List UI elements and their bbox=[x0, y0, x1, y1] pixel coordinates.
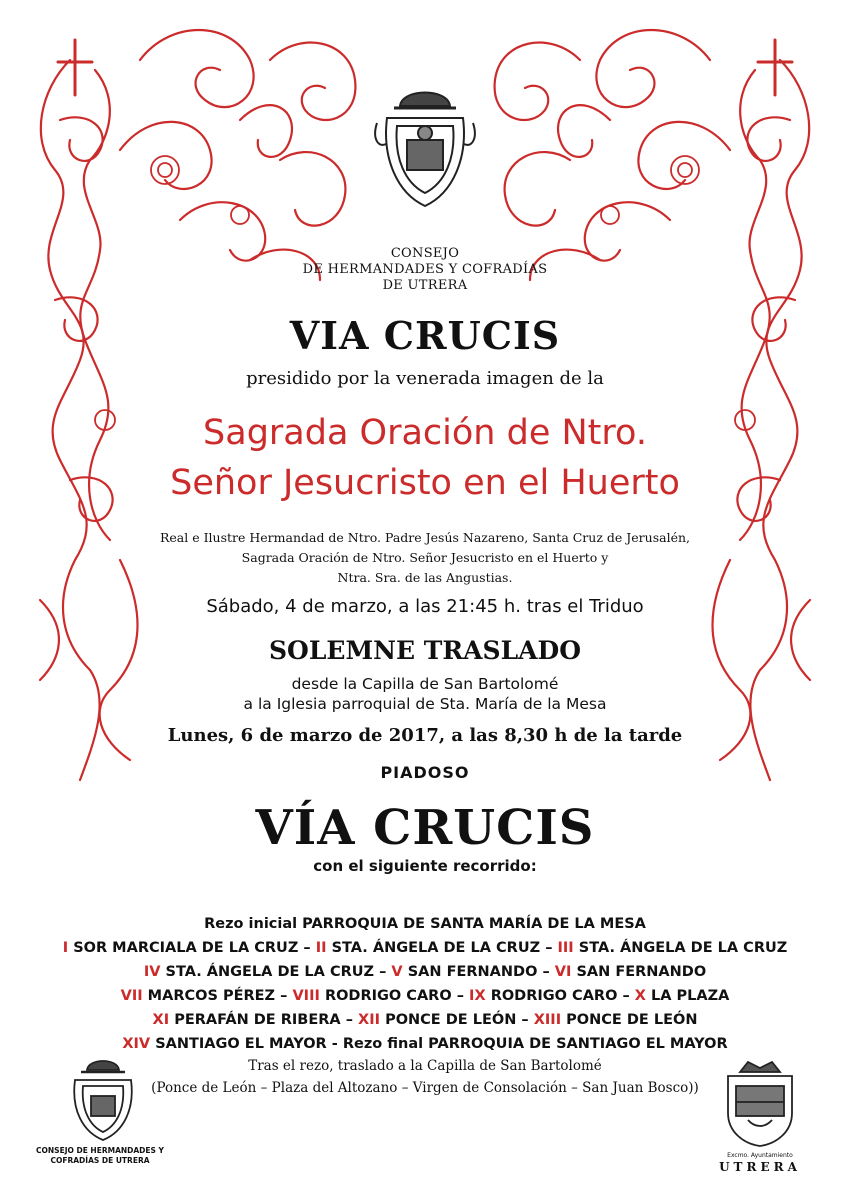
tras-line: Tras el rezo, traslado a la Capilla de San Bartolomé bbox=[248, 1058, 602, 1074]
station-place: MARCOS PÉREZ bbox=[147, 988, 276, 1004]
station-number: XI bbox=[152, 1012, 170, 1028]
hermandad-line: Real e Ilustre Hermandad de Ntro. Padre Jesús Nazareno, Santa Cruz de Jerusalén, bbox=[160, 530, 690, 545]
station-number: X bbox=[634, 988, 646, 1004]
station-place: RODRIGO CARO bbox=[324, 988, 452, 1004]
station-number: IV bbox=[143, 964, 161, 980]
tras-line: (Ponce de León – Plaza del Altozano – Virgen de Consolación – San Juan Bosco)) bbox=[151, 1080, 699, 1096]
utrera-label: UTRERA bbox=[719, 1160, 801, 1174]
station-place: PERAFÁN DE RIBERA bbox=[174, 1012, 341, 1028]
solemne-traslado-title: SOLEMNE TRASLADO bbox=[268, 636, 581, 665]
route-block bbox=[0, 912, 850, 1056]
consejo-line: DE HERMANDADES Y COFRADÍAS bbox=[302, 262, 548, 277]
station-place: PONCE DE LEÓN bbox=[385, 1012, 517, 1028]
separator: – bbox=[280, 988, 293, 1004]
title-via-crucis: VIA CRUCIS bbox=[289, 313, 561, 358]
station-place: STA. ÁNGELA DE LA CRUZ bbox=[578, 940, 788, 956]
station-number: XIII bbox=[533, 1012, 562, 1028]
imagen-line: Sagrada Oración de Ntro. bbox=[203, 413, 647, 453]
route-line bbox=[0, 936, 850, 960]
station-place: LA PLAZA bbox=[651, 988, 730, 1004]
station-number: II bbox=[315, 940, 327, 956]
consejo-logo-caption bbox=[30, 1146, 170, 1166]
separator: – bbox=[545, 940, 558, 956]
imagen-line: Señor Jesucristo en el Huerto bbox=[170, 463, 680, 503]
station-number: XIV bbox=[122, 1036, 151, 1052]
station-place: SAN FERNANDO bbox=[576, 964, 707, 980]
consejo-line: CONSEJO bbox=[390, 246, 460, 261]
separator: – bbox=[303, 940, 316, 956]
rezo-inicial: Rezo inicial PARROQUIA DE SANTA MARÍA DE LA MESA bbox=[204, 916, 646, 932]
desde-block bbox=[0, 674, 850, 714]
station-place: RODRIGO CARO bbox=[490, 988, 618, 1004]
logo-caption-line: CONSEJO DE HERMANDADES Y bbox=[36, 1146, 164, 1155]
hermandad-line: Ntra. Sra. de las Angustias. bbox=[337, 570, 513, 585]
station-place: SANTIAGO EL MAYOR bbox=[155, 1036, 327, 1052]
desde-line: a la Iglesia parroquial de Sta. María de la Mesa bbox=[243, 695, 607, 713]
separator: – bbox=[379, 964, 392, 980]
logo-caption-line: COFRADÍAS DE UTRERA bbox=[50, 1156, 150, 1165]
presidido-text: presidido por la venerada imagen de la bbox=[246, 368, 604, 389]
brotherhood-crest bbox=[372, 78, 478, 213]
separator: – bbox=[345, 1012, 359, 1028]
station-place: PONCE DE LEÓN bbox=[566, 1012, 698, 1028]
hermandad-line: Sagrada Oración de Ntro. Señor Jesucristo en el Huerto y bbox=[241, 550, 609, 565]
ayuntamiento-caption bbox=[712, 1152, 808, 1174]
separator: – bbox=[456, 988, 470, 1004]
station-number: III bbox=[557, 940, 574, 956]
route-line: XIV SANTIAGO EL MAYOR - Rezo final PARROQUIA DE SANTIAGO EL MAYOR bbox=[122, 1036, 728, 1052]
consejo-logo bbox=[63, 1052, 143, 1144]
station-number: V bbox=[391, 964, 403, 980]
route-line bbox=[0, 1008, 850, 1032]
station-number: VIII bbox=[292, 988, 320, 1004]
rezo-final: Rezo final PARROQUIA DE SANTIAGO EL MAYOR bbox=[342, 1036, 728, 1052]
hermandad-block bbox=[0, 528, 850, 588]
desde-line: desde la Capilla de San Bartolomé bbox=[291, 675, 559, 693]
station-number: VII bbox=[120, 988, 143, 1004]
route-line bbox=[0, 960, 850, 984]
imagen-title bbox=[0, 408, 850, 508]
sabado-text: Sábado, 4 de marzo, a las 21:45 h. tras el Triduo bbox=[206, 596, 644, 617]
title-via-crucis-large: VÍA CRUCIS bbox=[255, 800, 595, 856]
lunes-text: Lunes, 6 de marzo de 2017, a las 8,30 h de la tarde bbox=[167, 725, 683, 746]
station-place: STA. ÁNGELA DE LA CRUZ bbox=[165, 964, 375, 980]
consejo-line: DE UTRERA bbox=[382, 278, 468, 293]
ayuntamiento-label: Excmo. Ayuntamiento bbox=[727, 1152, 793, 1159]
station-place: SOR MARCIALA DE LA CRUZ bbox=[73, 940, 299, 956]
separator: – bbox=[622, 988, 635, 1004]
siguiente-text: con el siguiente recorrido: bbox=[313, 857, 537, 875]
station-place: SAN FERNANDO bbox=[407, 964, 538, 980]
separator: – bbox=[542, 964, 555, 980]
ayuntamiento-shield bbox=[720, 1058, 800, 1148]
separator: – bbox=[521, 1012, 534, 1028]
consejo-header bbox=[0, 246, 850, 294]
station-number: I bbox=[62, 940, 69, 956]
station-number: VI bbox=[554, 964, 572, 980]
piadoso-text: PIADOSO bbox=[380, 763, 470, 782]
station-number: XII bbox=[358, 1012, 381, 1028]
station-number: IX bbox=[469, 988, 486, 1004]
station-place: STA. ÁNGELA DE LA CRUZ bbox=[331, 940, 541, 956]
route-line bbox=[0, 984, 850, 1008]
